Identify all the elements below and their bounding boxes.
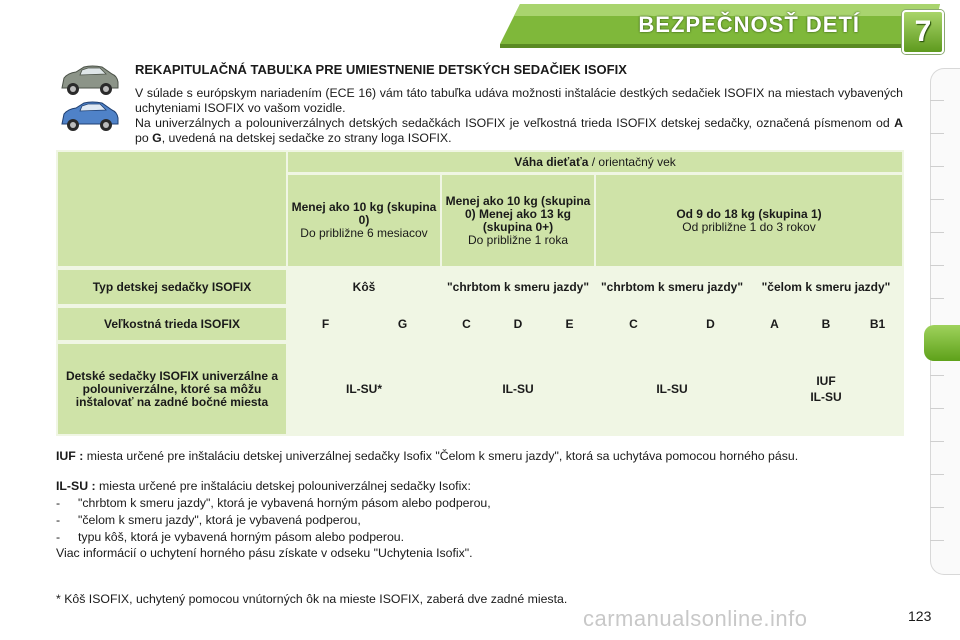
group-cell-2 — [596, 175, 902, 266]
weight-header — [288, 152, 902, 172]
tab-divider — [930, 474, 944, 475]
group-cell-1 — [442, 175, 594, 266]
chapter-tab-strip — [930, 68, 960, 575]
intro-text: po — [135, 131, 153, 145]
tab-divider — [930, 540, 944, 541]
tab-divider — [930, 199, 944, 200]
seat-cell-line: IL-SU — [810, 390, 842, 404]
page-number: 123 — [908, 608, 932, 624]
tab-divider — [930, 298, 944, 299]
car-grey-icon — [58, 64, 120, 98]
intro-text: , uvedená na detskej sedačke zo strany loga ISOFIX. — [161, 131, 452, 145]
note-bullet: - typu kôš, ktorá je vybavená horným pásom alebo podperou. — [56, 530, 405, 544]
note-bullet-text: "čelom k smeru jazdy", ktorá je vybavená podperou, — [78, 513, 361, 527]
tab-divider — [930, 507, 944, 508]
size-cell: D — [493, 308, 543, 340]
type-cell: "chrbtom k smeru jazdy" — [596, 270, 748, 304]
weight-header-bold: Váha dieťaťa — [514, 154, 589, 169]
size-cell: A — [750, 308, 799, 340]
seat-cell: IL-SU — [596, 344, 748, 434]
group-1-title: Menej ako 10 kg (skupina 0) Menej ako 13 kg (skupina 0+) — [445, 193, 591, 234]
car-blue-icon — [58, 100, 120, 134]
size-cell: C — [442, 308, 491, 340]
note-ilsu-text: miesta určené pre inštaláciu detskej polouniverzálnej sedačky Isofix: — [95, 479, 471, 493]
seat-cell: IL-SU — [442, 344, 594, 434]
type-cell: "chrbtom k smeru jazdy" — [442, 270, 594, 304]
size-cell: C — [596, 308, 671, 340]
seat-cell: IL-SU* — [288, 344, 440, 434]
note-bullet: - "čelom k smeru jazdy", ktorá je vybavená podperou, — [56, 513, 361, 527]
note-ilsu-label: IL-SU : — [56, 479, 96, 493]
seat-cell-line: IUF — [816, 374, 836, 388]
footnote: * Kôš ISOFIX, uchytený pomocou vnútorných ôk na mieste ISOFIX, zaberá dve zadné miesta. — [56, 592, 568, 606]
note-more-info: Viac informácií o uchytení horného pásu získate v odseku "Uchytenia Isofix". — [56, 546, 473, 560]
tab-divider — [930, 408, 944, 409]
note-bullet: - "chrbtom k smeru jazdy", ktorá je vybavená horným pásom alebo podperou, — [56, 496, 491, 510]
note-iuf-text: miesta určené pre inštaláciu detskej univerzálnej sedačky Isofix "Čelom k smeru jazdy", ktorá sa uchytáva pomocou horného pásu. — [83, 449, 799, 463]
note-iuf — [56, 449, 904, 464]
section-heading: REKAPITULAČNÁ TABUĽKA PRE UMIESTNENIE DETSKÝCH SEDAČIEK ISOFIX — [135, 62, 627, 77]
row-label-size: Veľkostná trieda ISOFIX — [58, 308, 286, 340]
row-label-seats: Detské sedačky ISOFIX univerzálne a polouniverzálne, ktoré sa môžu inštalovať na zadné bočné miesta — [58, 344, 286, 434]
type-cell: Kôš — [288, 270, 440, 304]
size-cell: D — [673, 308, 748, 340]
group-0-age: Do približne 6 mesiacov — [300, 226, 428, 240]
group-2-title: Od 9 do 18 kg (skupina 1) — [676, 206, 822, 221]
size-cell: F — [288, 308, 363, 340]
size-cell: B1 — [853, 308, 902, 340]
weight-header-rest: / orientačný vek — [588, 154, 676, 169]
chapter-badge — [902, 10, 944, 54]
intro-text: Na univerzálnych a polouniverzálnych detských sedačkách ISOFIX je veľkostná trieda ISOFIX detskej sedačky, označená písmenom od — [135, 116, 895, 130]
chapter-number: 7 — [914, 15, 932, 48]
tab-divider — [930, 441, 944, 442]
intro-letter-g: G — [152, 131, 162, 145]
group-2-age: Od približne 1 do 3 rokov — [682, 219, 816, 234]
tab-divider — [930, 133, 944, 134]
isofix-table — [56, 150, 904, 436]
size-cell: E — [545, 308, 594, 340]
intro-letter-a: A — [894, 116, 903, 130]
group-cell-0 — [288, 175, 440, 266]
tab-divider — [930, 375, 944, 376]
intro-paragraph-2 — [135, 116, 903, 146]
page-title: BEZPEČNOSŤ DETÍ — [638, 12, 860, 37]
note-bullet-text: "chrbtom k smeru jazdy", ktorá je vybavená horným pásom alebo podperou, — [78, 496, 491, 510]
table-corner — [58, 152, 286, 266]
chapter-tab-active[interactable] — [924, 325, 960, 361]
group-1-age: Do približne 1 roka — [467, 232, 569, 247]
note-iuf-label: IUF : — [56, 449, 84, 463]
size-cell: B — [801, 308, 851, 340]
watermark: carmanualsonline.info — [583, 606, 808, 631]
group-0-title: Menej ako 10 kg (skupina 0) — [291, 200, 437, 227]
note-ilsu — [56, 479, 904, 494]
note-bullet-text: typu kôš, ktorá je vybavená horným pásom alebo podperou. — [78, 530, 405, 544]
type-cell: "čelom k smeru jazdy" — [750, 270, 902, 304]
tab-divider — [930, 232, 944, 233]
seat-cell-iuf — [750, 344, 902, 434]
tab-divider — [930, 100, 944, 101]
intro-paragraph-1: V súlade s európskym nariadením (ECE 16) vám táto tabuľka udáva možnosti inštalácie destkých sedačiek ISOFIX na miestach vybavených uchyteniami ISOFIX vo vašom vozidle. — [135, 86, 903, 115]
row-label-type: Typ detskej sedačky ISOFIX — [58, 270, 286, 304]
tab-divider — [930, 166, 944, 167]
tab-divider — [930, 265, 944, 266]
size-cell: G — [365, 308, 440, 340]
